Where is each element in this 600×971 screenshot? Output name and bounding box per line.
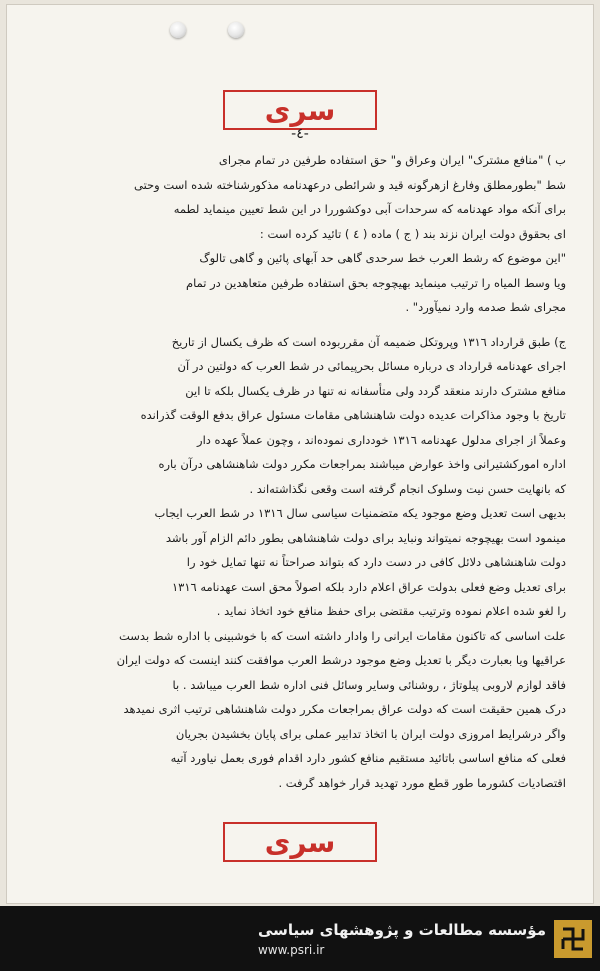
body-line: مجرای شط صدمه وارد نمیآورد" . [405,300,566,314]
body-line: ای بحقوق دولت ایران نزند بند ( ج ) ماده ( ٤ ) تائید کرده است : [259,226,566,241]
body-line: درک همین حقیقت است که دولت عراق بمراجعات مکرر دولت شاهنشاهی ترتیب اثری نمیدهد [123,702,566,716]
body-line: فعلی که منافع اساسی باتائید مستقیم منافع کشور دارد اقدام فوری بعمل نیاورد آتیه [170,751,566,765]
body-line: فاقد لوازم لاروبی پیلوتاژ ، روشنائی وسایر وسائل فنی اداره شط العرب میباشد . با [172,677,566,692]
body-line: شط "بطورمطلق وفارغ ازهرگونه قید و شرائطی درعهدنامه مذکورشناخته شده است وحتی [134,177,566,192]
body-line: برای آنکه مواد عهدنامه که سرحدات آبی دوکشوررا در این شط تعیین مینماید لطمه [173,202,566,216]
punch-hole-left [170,22,186,38]
body-line: برای تعدیل وضع فعلی بدولت عراق اعلام دارد بلکه اصولاً محق است عهدنامه ۱۳۱٦ [171,579,566,594]
institute-name: مؤسسه مطالعات و پژوهشهای سیاسی [257,920,546,939]
classification-stamp-bottom: سری [223,822,377,862]
institute-logo-icon [554,920,592,958]
body-line: عراقیها ویا بعبارت دیگر با تعدیل وضع موجود درشط العرب موافقت کنند اینست که دولت ایران [116,653,566,667]
institute-url[interactable]: www.psri.ir [257,942,325,957]
body-line: مینمود است بهیچوجه نمیتواند ونباید برای دولت شاهنشاهی بطور دائم الزام آور باشد [165,530,566,545]
footer-bar [0,906,600,971]
punch-hole-right [228,22,244,38]
body-line: که بانهایت حسن نیت وسلوک انجام گرفته است وقعی نگذاشته‌اند . [249,481,566,496]
document-body [34,148,566,795]
body-line: را لغو شده اعلام نموده وترتیب مقتضی برای حفظ منافع خود اتخاذ نماید . [216,604,566,618]
body-line: وعملاً از اجرای مدلول عهدنامه ۱۳۱٦ خودداری نموده‌اند ، وچون عملاً عهده دار [197,432,566,447]
body-line: ب ) "منافع مشترک" ایران وعراق و" حق استفاده طرفین در تمام مجرای [218,153,566,167]
body-line: منافع مشترک دارند منعقد گردد ولی متأسفانه نه تنها در ظرف یکسال بلکه تا این [185,383,566,398]
body-line: تاریخ با وجود مذاکرات عدیده دولت شاهنشاهی مقامات مسئول عراق بدفع الوقت گذرانده [140,408,566,422]
body-line: اداره امورکشتیرانی واخذ عوارض میباشند بمراجعات مکرر دولت شاهنشاهی درآن باره [158,457,566,471]
page-number: -٤- [291,126,309,142]
body-line: "این موضوع که رشط العرب خط سرحدی گاهی حد آبهای پائین و گاهی تالوگ [199,251,566,265]
body-line: ویا وسط المیاه را ترتیب مینماید بهیچوجه بحق استفاده طرفین متعاهدین در تمام [185,275,566,290]
footer-text [258,921,546,957]
body-line: واگر درشرایط امروزی دولت ایران با اتخاذ تدابیر عملی برای پایان بخشیدن بجریان [175,726,566,741]
body-line: اقتصادیات کشورما طور قطع مورد تهدید قرار خواهد گرفت . [278,775,566,790]
classification-stamp-top: سری [223,90,377,130]
body-line: ج) طبق قرارداد ۱۳۱٦ وپروتکل ضمیمه آن مقرربوده است که ظرف یکسال از تاریخ [171,334,566,349]
body-line: بدیهی است تعدیل وضع موجود یکه متضمنیات سیاسی سال ۱۳۱٦ در شط العرب ایجاب [154,506,566,520]
body-line: علت اساسی که تاکنون مقامات ایرانی را وادار داشته است که با خوشبینی با اداره شط بدست [119,628,566,643]
body-line: اجرای عهدنامه قرارداد ی درباره مسائل بحرپیمائی در شط العرب که دولتین در آن [177,359,566,373]
body-line: دولت شاهنشاهی دلائل کافی در دست دارد که بتواند صراحتاً نه تنها تمایل خود را [186,555,566,569]
